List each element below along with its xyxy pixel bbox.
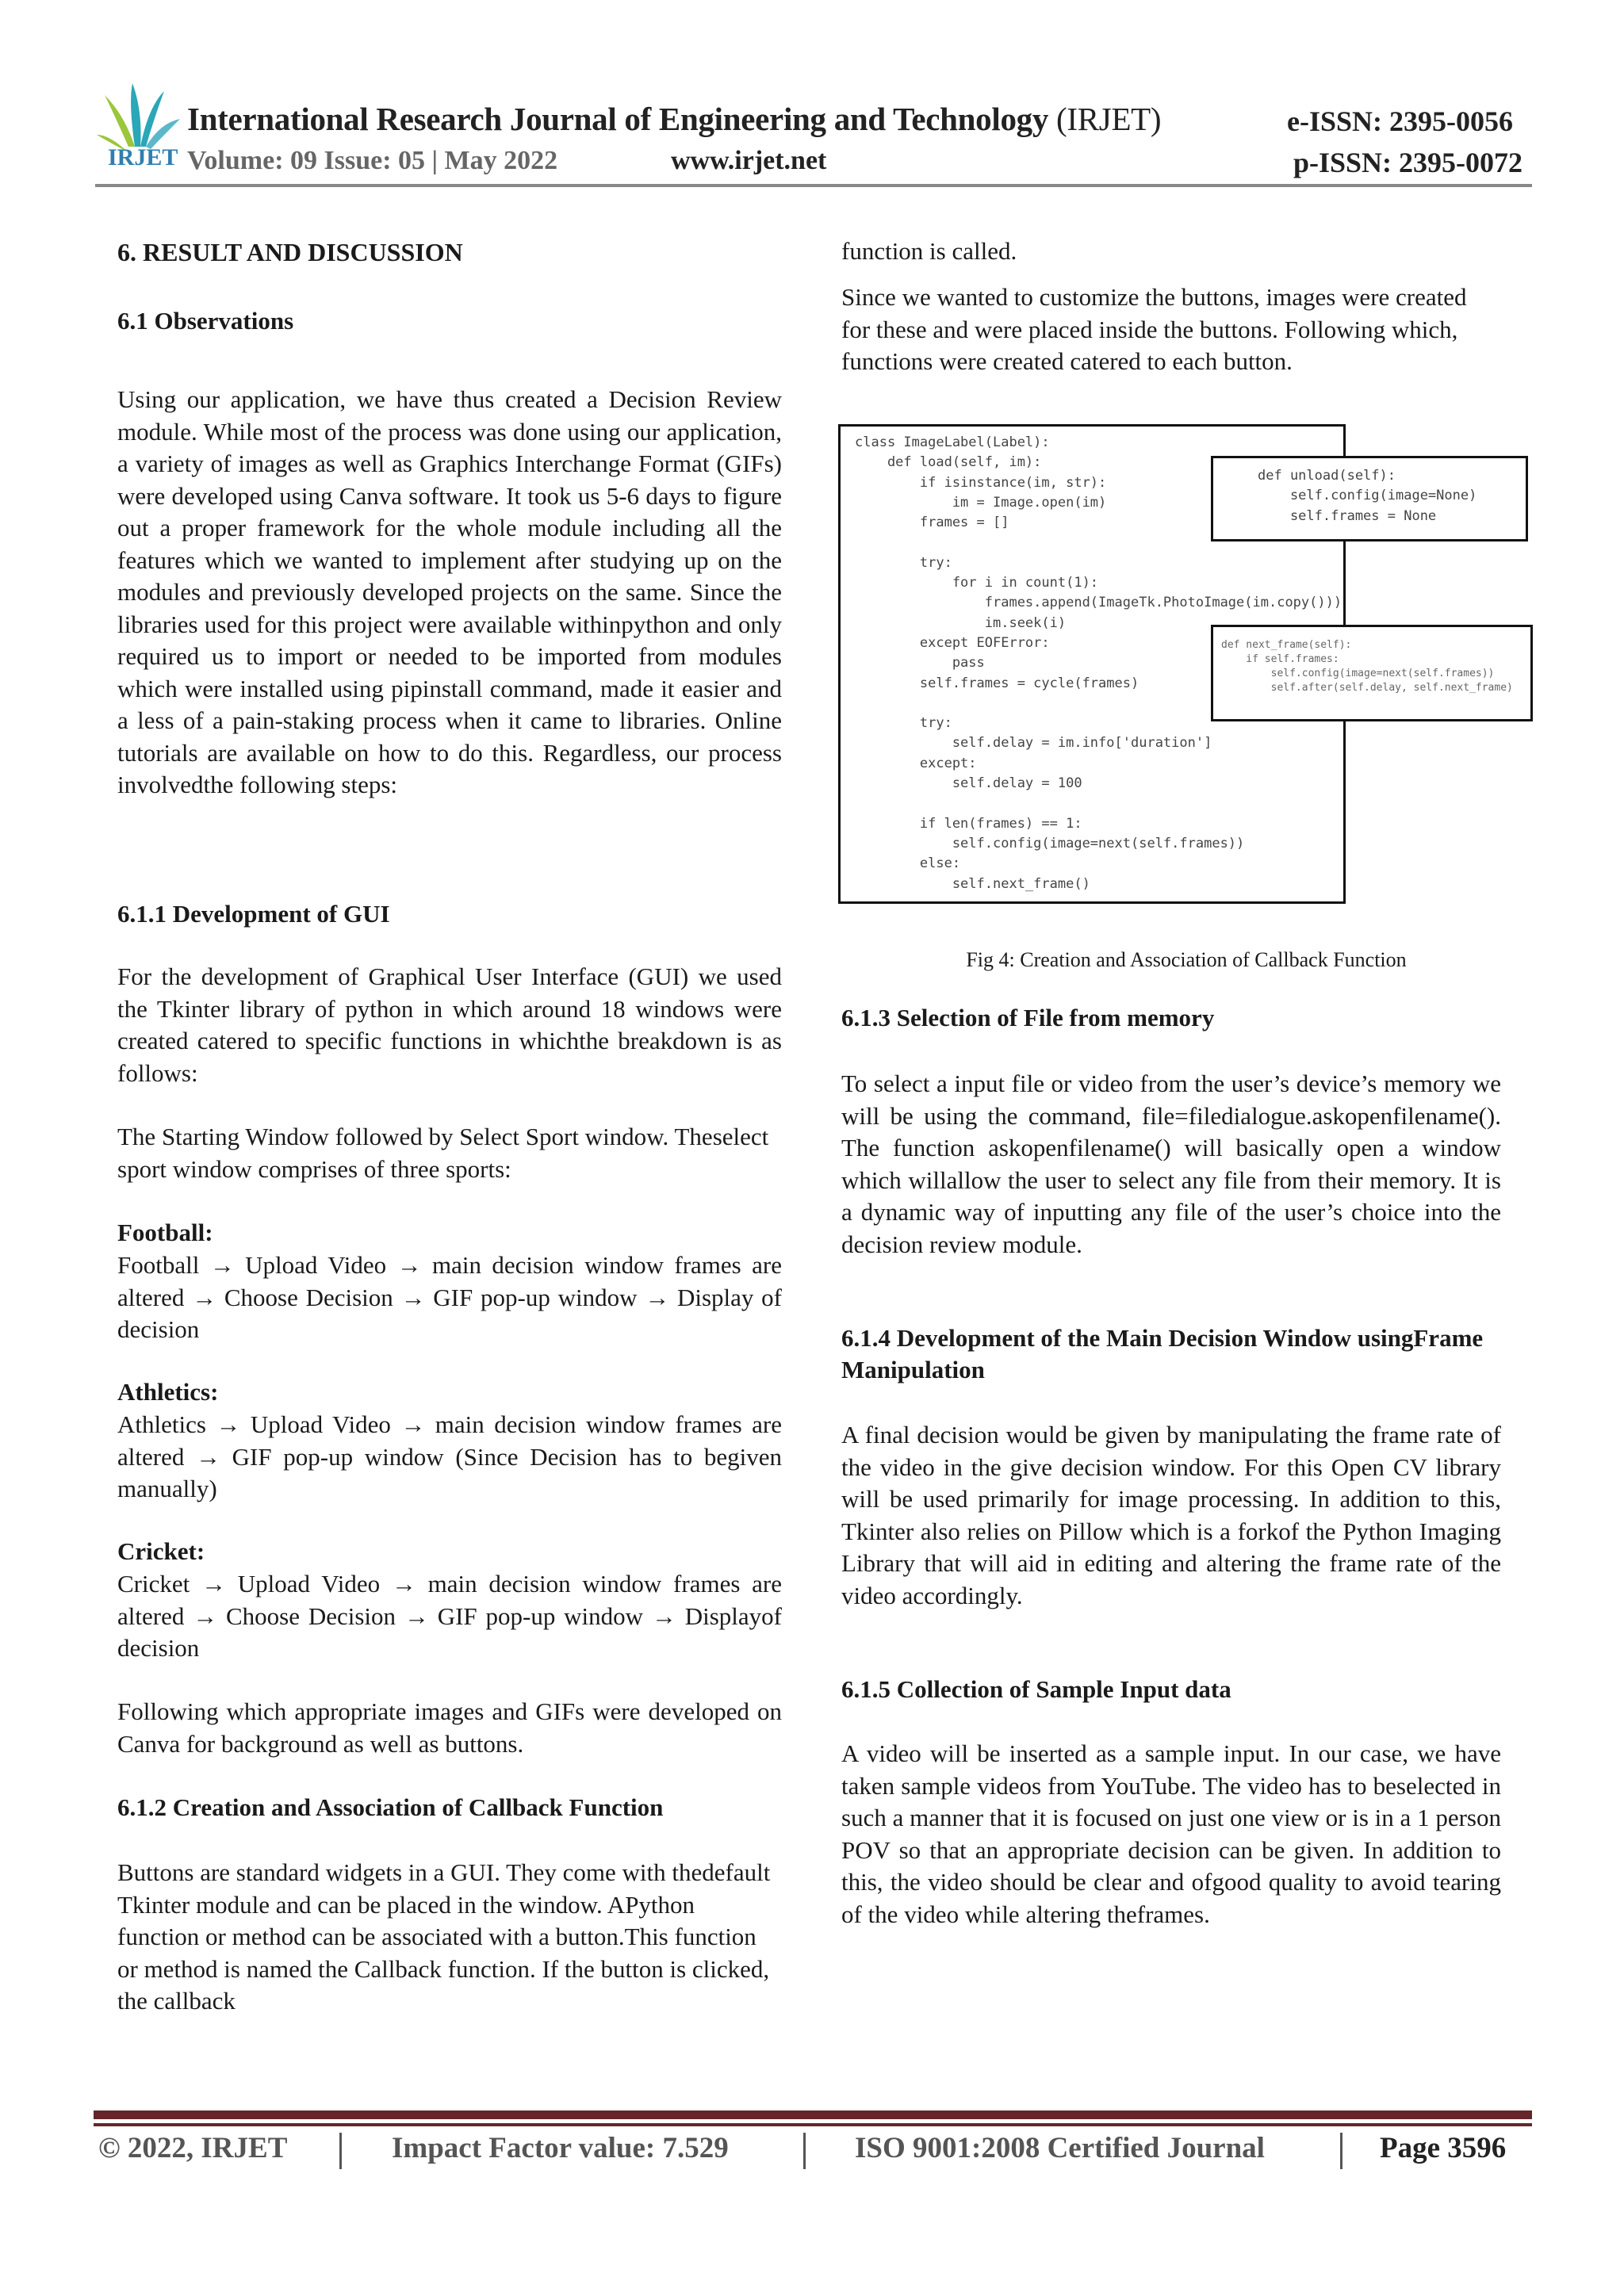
code-line bbox=[855, 794, 1343, 813]
footer-separator bbox=[1340, 2133, 1342, 2169]
footer-divider bbox=[94, 2110, 1532, 2119]
p-issn: p-ISSN: 2395-0072 bbox=[1293, 147, 1522, 178]
paragraph: Following which appropriate images and GIFs were developed on Canva for background as well as buttons. bbox=[117, 1697, 782, 1758]
paragraph: Since we wanted to customize the buttons, images were created for these and were placed inside the buttons. Following which, functions were created catered to each button. bbox=[841, 283, 1467, 375]
figure-caption: Fig 4: Creation and Association of Callback Function bbox=[966, 948, 1407, 971]
code-line: except EOFError: bbox=[855, 634, 1050, 651]
code-line: try: bbox=[855, 554, 952, 571]
code-line: im = Image.open(im) bbox=[855, 494, 1107, 511]
subsection-heading: 6.1.5 Collection of Sample Input data bbox=[841, 1675, 1231, 1703]
subsection-heading: 6.1.1 Development of GUI bbox=[117, 900, 390, 928]
logo-text: IRJET bbox=[108, 144, 178, 170]
code-line: def next_frame(self): bbox=[1221, 639, 1352, 651]
code-line: self.next_frame() bbox=[855, 875, 1090, 892]
cricket-label: Cricket: bbox=[117, 1537, 205, 1565]
paragraph: Using our application, we have thus created a Decision Review module. While most of the process was done using our application, a variety of images as well as Graphics Interchange Format (GIFs) were developed using Canva software. It took us 5-6 days to figure out a proper framework for the whole module including all the features which we wanted to implement after studying up on the modules and previously developed projects on the same. Since the libraries used for this project were available withinpython and only required us to import or needed to be imported from modules which were installed using pipinstall command, made it easier and a less of a pain-staking process when it came to libraries. Online tutorials are available on how to do this. Regardless, our process involvedthe following steps: bbox=[117, 385, 782, 798]
footer-separator bbox=[339, 2133, 342, 2169]
page-number: Page 3596 bbox=[1380, 2132, 1507, 2164]
footer-copyright: © 2022, IRJET bbox=[98, 2132, 288, 2164]
code-line: if self.frames: bbox=[1221, 653, 1339, 665]
code-line: self.config(image=next(self.frames)) bbox=[855, 835, 1245, 851]
cricket-flow: Cricket → Upload Video → main decision window frames are altered → Choose Decision → GIF pop-up window → Displayof decision bbox=[117, 1570, 782, 1662]
paragraph: For the development of Graphical User Interface (GUI) we used the Tkinter library of python in which around 18 windows were created catered to specific functions in whichthe breakdown is as follows: bbox=[117, 962, 782, 1087]
paragraph: A video will be inserted as a sample input. In our case, we have taken sample videos from YouTube. The video has to beselected in such a manner that it is focused on just one view or is in a 1 person POV so that an appropriate decision can be given. In addition to this, the video should be clear and ofgood quality to avoid tearing of the video while altering theframes. bbox=[841, 1739, 1501, 1928]
code-line: self.frames = cycle(frames) bbox=[855, 675, 1139, 691]
code-line: frames = [] bbox=[855, 515, 1009, 531]
subsection-heading: 6.1.4 Development of the Main Decision Window usingFrame Manipulation bbox=[841, 1324, 1484, 1383]
volume-issue: Volume: 09 Issue: 05 | May 2022 bbox=[187, 146, 558, 175]
header-divider bbox=[95, 184, 1532, 187]
code-line: self.after(self.delay, self.next_frame) bbox=[1221, 682, 1513, 694]
code-line: self.delay = im.info['duration'] bbox=[855, 735, 1212, 752]
subsection-heading: 6.1 Observations bbox=[117, 307, 294, 335]
football-flow: Football → Upload Video → main decision window frames are altered → Choose Decision → GIF pop-up window → Display of decision bbox=[117, 1251, 782, 1343]
athletics-flow: Athletics → Upload Video → main decision window frames are altered → GIF pop-up window (Since Decision has to begiven manually) bbox=[117, 1410, 782, 1502]
code-figure-next-frame bbox=[1211, 625, 1533, 721]
code-line: if len(frames) == 1: bbox=[855, 815, 1082, 832]
code-line: class ImageLabel(Label): bbox=[855, 434, 1050, 450]
paragraph: function is called. bbox=[841, 237, 1017, 265]
footer-divider bbox=[94, 2123, 1532, 2126]
journal-title: International Research Journal of Engineering and Technology (IRJET) bbox=[187, 101, 1162, 137]
code-line: pass bbox=[855, 655, 985, 672]
code-line: except: bbox=[855, 755, 977, 771]
code-line: im.seek(i) bbox=[855, 614, 1067, 631]
athletics-label: Athletics: bbox=[117, 1378, 219, 1406]
subsection-heading: 6.1.2 Creation and Association of Callback Function bbox=[117, 1793, 664, 1821]
paragraph: To select a input file or video from the user’s device’s memory we will be using the command, file=filedialogue.askopenfilename(). The function askopenfilename() will basically open a window which willallow the user to select any file from their memory. It is a dynamic way of inputting any file of the user’s choice into the decision review module. bbox=[841, 1070, 1501, 1258]
code-line: frames.append(ImageTk.PhotoImage(im.copy())) bbox=[855, 595, 1342, 611]
code-line: for i in count(1): bbox=[855, 575, 1099, 591]
code-line: self.frames = None bbox=[1258, 507, 1437, 524]
footer-separator bbox=[803, 2133, 806, 2169]
subsection-heading: 6.1.3 Selection of File from memory bbox=[841, 1004, 1215, 1031]
website-link[interactable]: www.irjet.net bbox=[671, 146, 827, 175]
code-line: self.delay = 100 bbox=[855, 775, 1082, 792]
code-line: if isinstance(im, str): bbox=[855, 474, 1107, 491]
code-block bbox=[1258, 466, 1526, 526]
code-line: def load(self, im): bbox=[855, 454, 1042, 471]
code-block bbox=[1221, 638, 1530, 695]
code-line: self.config(image=next(self.frames)) bbox=[1221, 668, 1495, 679]
code-line: self.config(image=None) bbox=[1258, 488, 1477, 504]
e-issn: e-ISSN: 2395-0056 bbox=[1287, 105, 1513, 137]
code-figure-unload bbox=[1211, 456, 1528, 541]
code-line: else: bbox=[855, 855, 961, 872]
section-heading: 6. RESULT AND DISCUSSION bbox=[117, 238, 463, 266]
paragraph: A final decision would be given by manipulating the frame rate of the video in the give decision window. For this Open CV library will be used primarily for image processing. In addition to this, Tkinter also relies on Pillow which is a forkof the Python Imaging Library that will aid in editing and altering the frame rate of the video accordingly. bbox=[841, 1421, 1501, 1609]
paragraph: Buttons are standard widgets in a GUI. They come with thedefault Tkinter module and can be placed in the window. APython function or method can be associated with a button.This function or method is named the Callback function. If the button is clicked, the callback bbox=[117, 1858, 771, 2015]
footer-iso: ISO 9001:2008 Certified Journal bbox=[855, 2132, 1265, 2164]
footer-impact-factor: Impact Factor value: 7.529 bbox=[392, 2132, 729, 2164]
paragraph: The Starting Window followed by Select Sport window. Theselect sport window comprises of three sports: bbox=[117, 1123, 769, 1183]
code-line: def unload(self): bbox=[1258, 468, 1396, 484]
code-line: try: bbox=[855, 715, 952, 732]
football-label: Football: bbox=[117, 1219, 213, 1246]
